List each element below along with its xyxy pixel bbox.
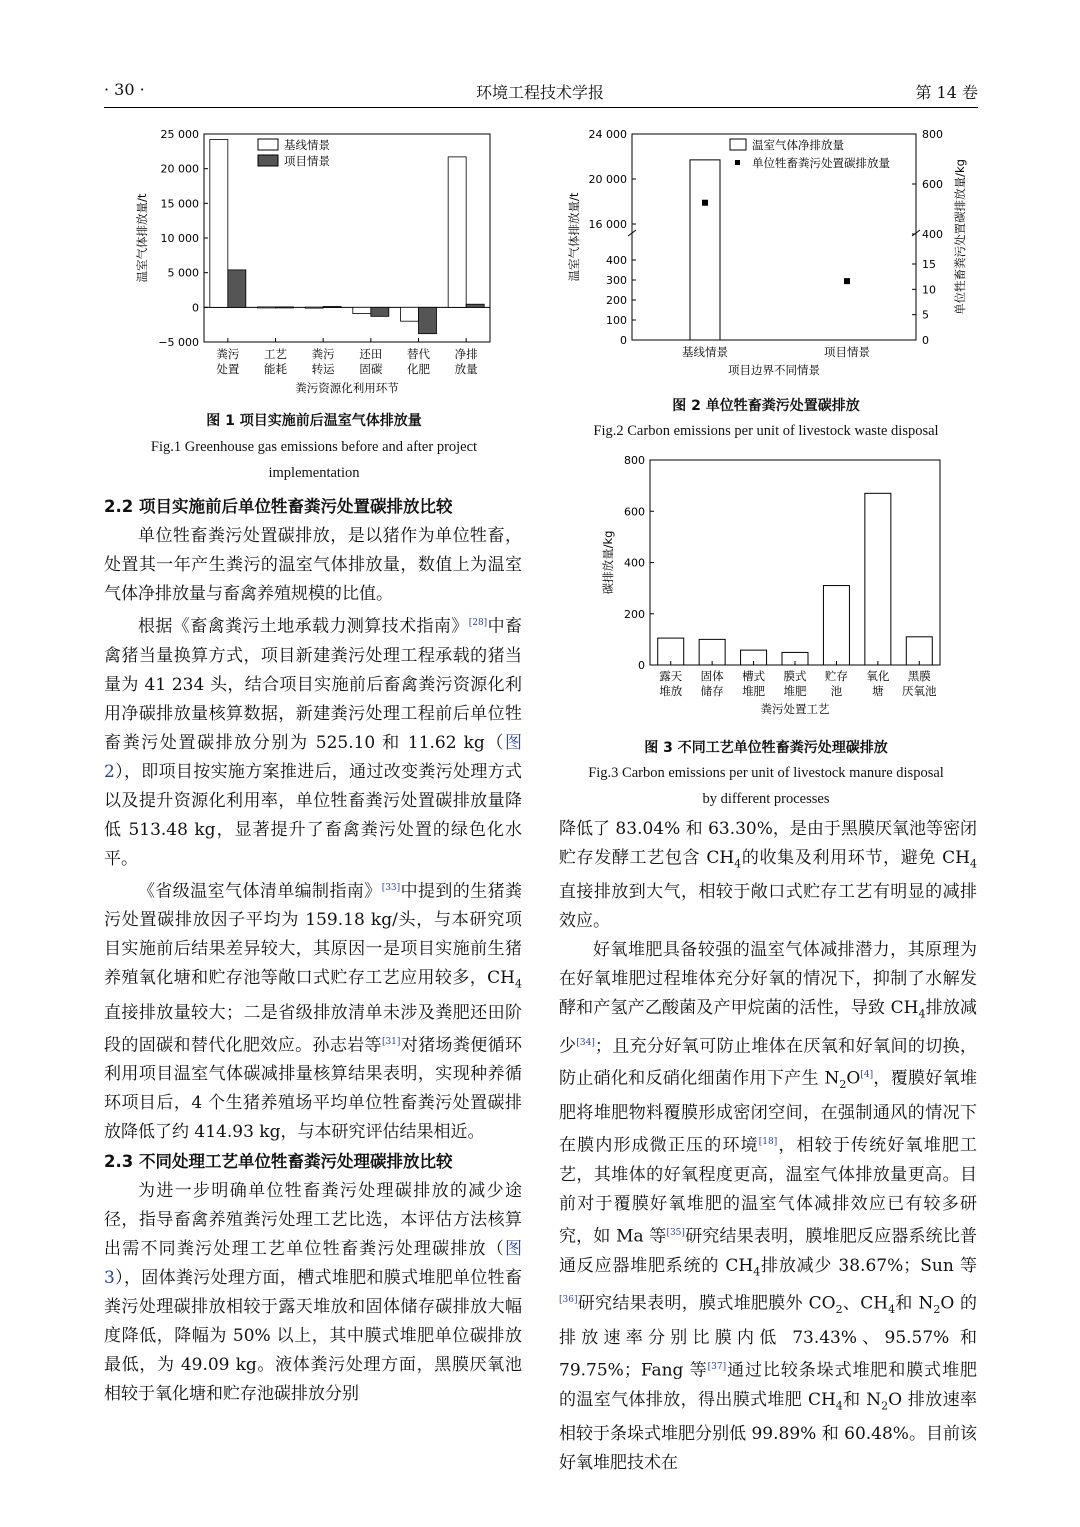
bar-project (276, 307, 294, 308)
x-tick-label: 还田 (359, 347, 383, 361)
x-tick-label: 项目情景 (824, 345, 870, 359)
x-tick-label: 净排 (454, 347, 478, 361)
figure-3-caption-en-line2: by different processes (702, 791, 830, 807)
x-axis-label: 粪污处置工艺 (760, 702, 830, 716)
x-tick-label: 黑膜 (907, 669, 931, 683)
legend-swatch-baseline (258, 139, 278, 150)
y-axis-label: 碳排放量/kg (601, 530, 615, 595)
y-tick-label: 600 (624, 505, 645, 519)
legend-marker-unit (735, 160, 740, 165)
x-tick-label: 塘 (872, 684, 884, 698)
paragraph: 单位牲畜粪污处置碳排放，是以猪作为单位牲畜，处置其一年产生粪污的温室气体排放量，数值上为温室气体净排放量与畜禽养殖规模的比值。 (104, 526, 522, 604)
legend-swatch-project (258, 155, 278, 166)
bar-emission (865, 493, 891, 665)
bar-project (371, 307, 389, 316)
y-tick-label: 200 (624, 607, 645, 621)
bar-baseline (305, 307, 323, 308)
y-tick-label: 400 (606, 254, 627, 267)
x-tick-label: 贮存 (824, 669, 848, 683)
y-tick-label: −5 000 (158, 336, 199, 349)
figure-3-caption-cn: 图 3 不同工艺单位牲畜粪污处理碳排放 (644, 740, 888, 756)
x-tick-label: 固体 (700, 669, 724, 683)
paragraph: 《省级温室气体清单编制指南》[33]中提到的生猪粪污处置碳排放因子平均为 159.18 kg/头，与本研究项目实施前后结果差异较大，其原因一是项目实施前生猪养殖氧化塘和贮存池等敞口式贮存工艺应用较多，$CH_4$直接排放量较大；二是省级排放清单未涉及粪肥还田阶段的固碳和替代化肥效应。孙志岩等[31]对猪场粪便循环利用项目温室气体碳减排量核算结果表明，实现种养循环项目后，4 个生猪养殖场平均单位牲畜粪污处置碳排放降低了约 414.93 kg，与本研究评估结果相近。 (104, 881, 523, 1143)
header-rule (104, 107, 978, 108)
y-tick-label: 20 000 (160, 162, 199, 176)
plot-frame (650, 460, 940, 665)
figure-2-chart (560, 122, 980, 390)
paragraph: 根据《畜禽粪污土地承载力测算技术指南》[28]中畜禽猪当量换算方式，项目新建粪污处理工程承载的猪当量为 41 234 头，结合项目实施前后畜禽粪污资源化利用净碳排放量核算数据，新建粪污处理工程前后单位牲畜粪污处置碳排放分别为 525.10 和 11.62 kg（图 2），即项目按实施方案推进后，通过改变粪污处理方式以及提升资源化利用率，单位牲畜粪污处置碳排放量降低 513.48 kg，显著提升了畜禽粪污处置的绿色化水平。 (104, 616, 523, 869)
y-axis-label: 温室气体排放量/t (135, 193, 149, 283)
x-tick-label: 厌氧池 (902, 684, 937, 698)
y-tick-label: 25 000 (160, 128, 199, 141)
y-tick-label: 16 000 (588, 218, 627, 231)
bar-project (419, 307, 437, 333)
y-axis-label: 温室气体排放量/t (567, 192, 581, 282)
x-tick-label: 堆肥 (783, 684, 807, 698)
x-tick-label: 能耗 (264, 362, 287, 376)
figure-3-chart (590, 450, 950, 730)
y-tick-label: 400 (624, 556, 645, 570)
x-tick-label: 工艺 (264, 347, 287, 361)
bar-project (323, 307, 341, 308)
bar-emission (823, 586, 849, 665)
x-axis-label: 项目边界不同情景 (728, 363, 820, 377)
x-tick-label: 膜式 (783, 669, 807, 683)
y-tick-label: 100 (606, 314, 627, 327)
journal-title: 环境工程技术学报 (475, 83, 604, 102)
x-tick-label: 处置 (216, 362, 240, 376)
y-tick-label: 20 000 (588, 173, 627, 186)
volume-label: 第 14 卷 (915, 83, 978, 102)
bar-project (228, 270, 246, 307)
x-tick-label: 露天 (659, 669, 683, 683)
paragraph: 为进一步明确单位牲畜粪污处理碳排放的减少途径，指导畜禽养殖粪污处理工艺比选，本评估方法核算出需不同粪污处理工艺单位牲畜粪污处理碳排放（图 3），固体粪污处理方面，槽式堆肥和膜式堆肥单位牲畜粪污处理碳排放相较于露天堆放和固体储存碳排放大幅度降低，降幅为 50% 以上，其中膜式堆肥单位碳排放最低，为 49.09 kg。液体粪污处理方面，黑膜厌氧池相较于氧化塘和贮存池碳排放分别 (104, 1181, 522, 1405)
x-tick-label: 槽式 (742, 669, 766, 683)
bar-baseline (353, 307, 371, 313)
bar-project (466, 304, 484, 307)
y2-tick-label: 5 (922, 308, 929, 322)
bar-emission (906, 637, 932, 665)
x-tick-label: 转运 (311, 362, 335, 376)
x-tick-label: 储存 (700, 684, 724, 698)
x-tick-label: 放量 (454, 362, 478, 376)
paragraph: 好氧堆肥具备较强的温室气体减排潜力，其原理为在好氧堆肥过程堆体充分好氧的情况下，抑制了水解发酵和产氢产乙酸菌及产甲烷菌的活性，导致 $CH_4$排放减少[34]；且充分好氧可防止堆体在厌氧和好氧间的切换，防止硝化和反硝化细菌作用下产生 $N_2O[4]$，覆膜好氧堆肥将堆肥物料覆膜形成密闭空间，在强制通风的情况下在膜内形成微正压的环境[18]，相较于传统好氧堆肥工艺，其堆体的好氧程度更高，温室气体排放量更高。目前对于覆膜好氧堆肥的温室气体减排效应已有较多研究，如 Ma 等[35]研究结果表明，膜堆肥反应器系统比普通反应器堆肥系统的 $CH_4$排放减少 38.67%；Sun 等[36]研究结果表明，膜式堆肥膜外 $CO_2$、$CH_4$和 $N_2O$ 的排放速率分别比膜内低 73.43%、95.57% 和 79.75%；Fang 等[37]通过比较条垛式堆肥和膜式堆肥的温室气体排放，得出膜式堆肥 $CH_4$和 $N_2O$ 排放速率相较于条垛式堆肥分别低 99.89% 和 60.48%。目前该好氧堆肥技术在 (559, 940, 978, 1474)
x-tick-label: 粪污 (311, 347, 335, 361)
figure-2-caption-en: Fig.2 Carbon emissions per unit of livestock waste disposal (593, 423, 939, 439)
right-column (559, 815, 977, 1478)
bar-emission (658, 638, 684, 665)
legend-label-net: 温室气体净排放量 (752, 138, 844, 152)
y2-axis-label: 单位牲畜粪污处置碳排放量/kg (953, 159, 967, 315)
y2-tick-label: 600 (922, 178, 943, 191)
y-tick-label: 5 000 (167, 266, 199, 280)
y2-tick-label: 400 (922, 228, 943, 241)
x-tick-label: 化肥 (407, 362, 430, 376)
y-tick-label: 0 (638, 659, 645, 672)
y2-tick-label: 0 (922, 334, 929, 347)
y-tick-label: 0 (620, 334, 627, 347)
y-tick-label: 800 (624, 454, 645, 467)
y-tick-label: 24 000 (588, 128, 627, 141)
y2-tick-label: 800 (922, 128, 943, 141)
figure-1-chart (130, 122, 530, 402)
x-axis-label: 粪污资源化利用环节 (295, 381, 399, 395)
y2-tick-label: 10 (922, 283, 936, 297)
section-2-2-heading: 2.2 项目实施前后单位牲畜粪污处置碳排放比较 (104, 497, 453, 516)
citation[interactable]: [33] (381, 882, 401, 893)
citation[interactable]: [18] (758, 1137, 778, 1148)
figure-2-link[interactable]: 图 2 (104, 732, 522, 782)
x-tick-label: 固碳 (359, 362, 383, 376)
x-tick-label: 替代 (407, 347, 430, 361)
bar-baseline (210, 140, 228, 308)
x-tick-label: 粪污 (216, 347, 240, 361)
figure-1-caption-en: Fig.1 Greenhouse gas emissions before and after project (150, 439, 478, 455)
y-tick-label: 10 000 (160, 232, 199, 245)
y-tick-label: 15 000 (160, 197, 199, 211)
figure-3-caption-en: Fig.3 Carbon emissions per unit of livestock manure disposal (588, 765, 944, 781)
marker-unit-emission (844, 278, 850, 284)
x-tick-label: 氧化 (866, 669, 890, 683)
citation[interactable]: [4] (860, 1070, 874, 1081)
y2-tick-label: 15 (922, 258, 936, 271)
y-tick-label: 300 (606, 274, 627, 287)
legend-label-unit: 单位牲畜粪污处置碳排放量 (752, 156, 890, 170)
x-tick-label: 堆放 (659, 684, 683, 698)
citation[interactable]: [31] (381, 1036, 401, 1047)
citation[interactable]: [37] (707, 1362, 727, 1373)
x-tick-label: 基线情景 (682, 345, 728, 359)
figure-2-caption-cn: 图 2 单位牲畜粪污处置碳排放 (672, 398, 860, 414)
legend-label-baseline: 基线情景 (284, 138, 330, 152)
bar-net-emission (690, 160, 720, 340)
y-tick-label: 200 (606, 294, 627, 307)
bar-baseline (401, 307, 419, 321)
legend-label-project: 项目情景 (284, 154, 330, 168)
citation[interactable]: [34] (576, 1037, 595, 1048)
bar-baseline (258, 307, 276, 308)
marker-unit-emission (702, 200, 708, 206)
paragraph: 降低了 83.04% 和 63.30%，是由于黑膜厌氧池等密闭贮存发酵工艺包含 $CH_4$的收集及利用环节，避免 $CH_4$直接排放到大气，相较于敞口式贮存工艺有明显的减排效应。 (559, 819, 977, 932)
section-2-3-heading: 2.3 不同处理工艺单位牲畜粪污处理碳排放比较 (104, 1152, 453, 1172)
citation[interactable]: [35] (666, 1228, 685, 1239)
page-number: · 30 · (104, 80, 145, 99)
figure-1-caption-cn: 图 1 项目实施前后温室气体排放量 (206, 413, 422, 429)
x-tick-label: 池 (830, 684, 843, 698)
plot-frame (204, 134, 490, 342)
y-tick-label: 0 (192, 301, 199, 315)
citation[interactable]: [28] (468, 618, 488, 628)
citation[interactable]: [36] (559, 1295, 578, 1306)
x-tick-label: 堆肥 (742, 684, 766, 698)
left-column (104, 492, 522, 1409)
bar-baseline (448, 157, 466, 307)
figure-1-caption-en-line2: implementation (268, 465, 360, 481)
legend-swatch-net (730, 139, 746, 150)
figure-3-link[interactable]: 图 3 (104, 1239, 522, 1289)
